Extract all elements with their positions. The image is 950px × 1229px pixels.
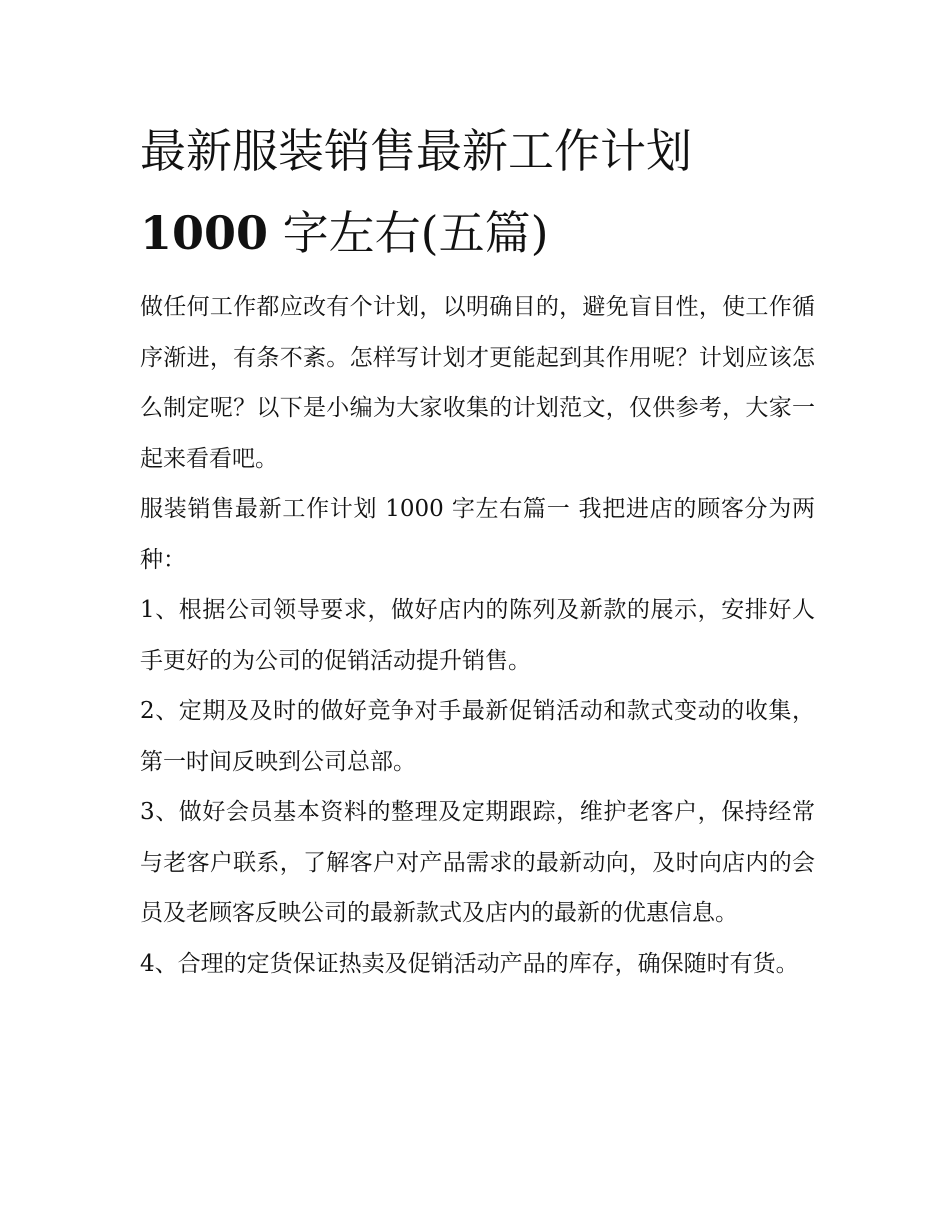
title-line-2 bbox=[140, 192, 815, 274]
document-body bbox=[140, 110, 815, 989]
title-line-1: 最新服装销售最新工作计划 bbox=[140, 124, 692, 178]
title-number: 1000 bbox=[140, 206, 269, 260]
document-title bbox=[140, 110, 815, 274]
list-item-1: 1、根据公司领导要求，做好店内的陈列及新款的展示，安排好人手更好的为公司的促销活动提升销售。 bbox=[140, 597, 815, 674]
list-item-3: 3、做好会员基本资料的整理及定期跟踪，维护老客户，保持经常与老客户联系，了解客户对产品需求的最新动向，及时向店内的会员及老顾客反映公司的最新款式及店内的最新的优惠信息。 bbox=[140, 799, 815, 926]
intro-paragraph: 做任何工作都应改有个计划，以明确目的，避免盲目性，使工作循序渐进，有条不紊。怎样写计划才更能起到其作用呢？计划应该怎么制定呢？以下是小编为大家收集的计划范文，仅供参考，大家一起来看看吧。 bbox=[140, 294, 815, 472]
title-suffix: 字左右(五篇) bbox=[268, 206, 549, 260]
list-item-2: 2、定期及及时的做好竞争对手最新促销活动和款式变动的收集，第一时间反映到公司总部。 bbox=[140, 698, 815, 775]
list-item-4: 4、合理的定货保证热卖及促销活动产品的库存，确保随时有货。 bbox=[140, 950, 799, 977]
section-heading-paragraph: 服装销售最新工作计划 1000 字左右篇一 我把进店的顾客分为两种： bbox=[140, 496, 815, 573]
